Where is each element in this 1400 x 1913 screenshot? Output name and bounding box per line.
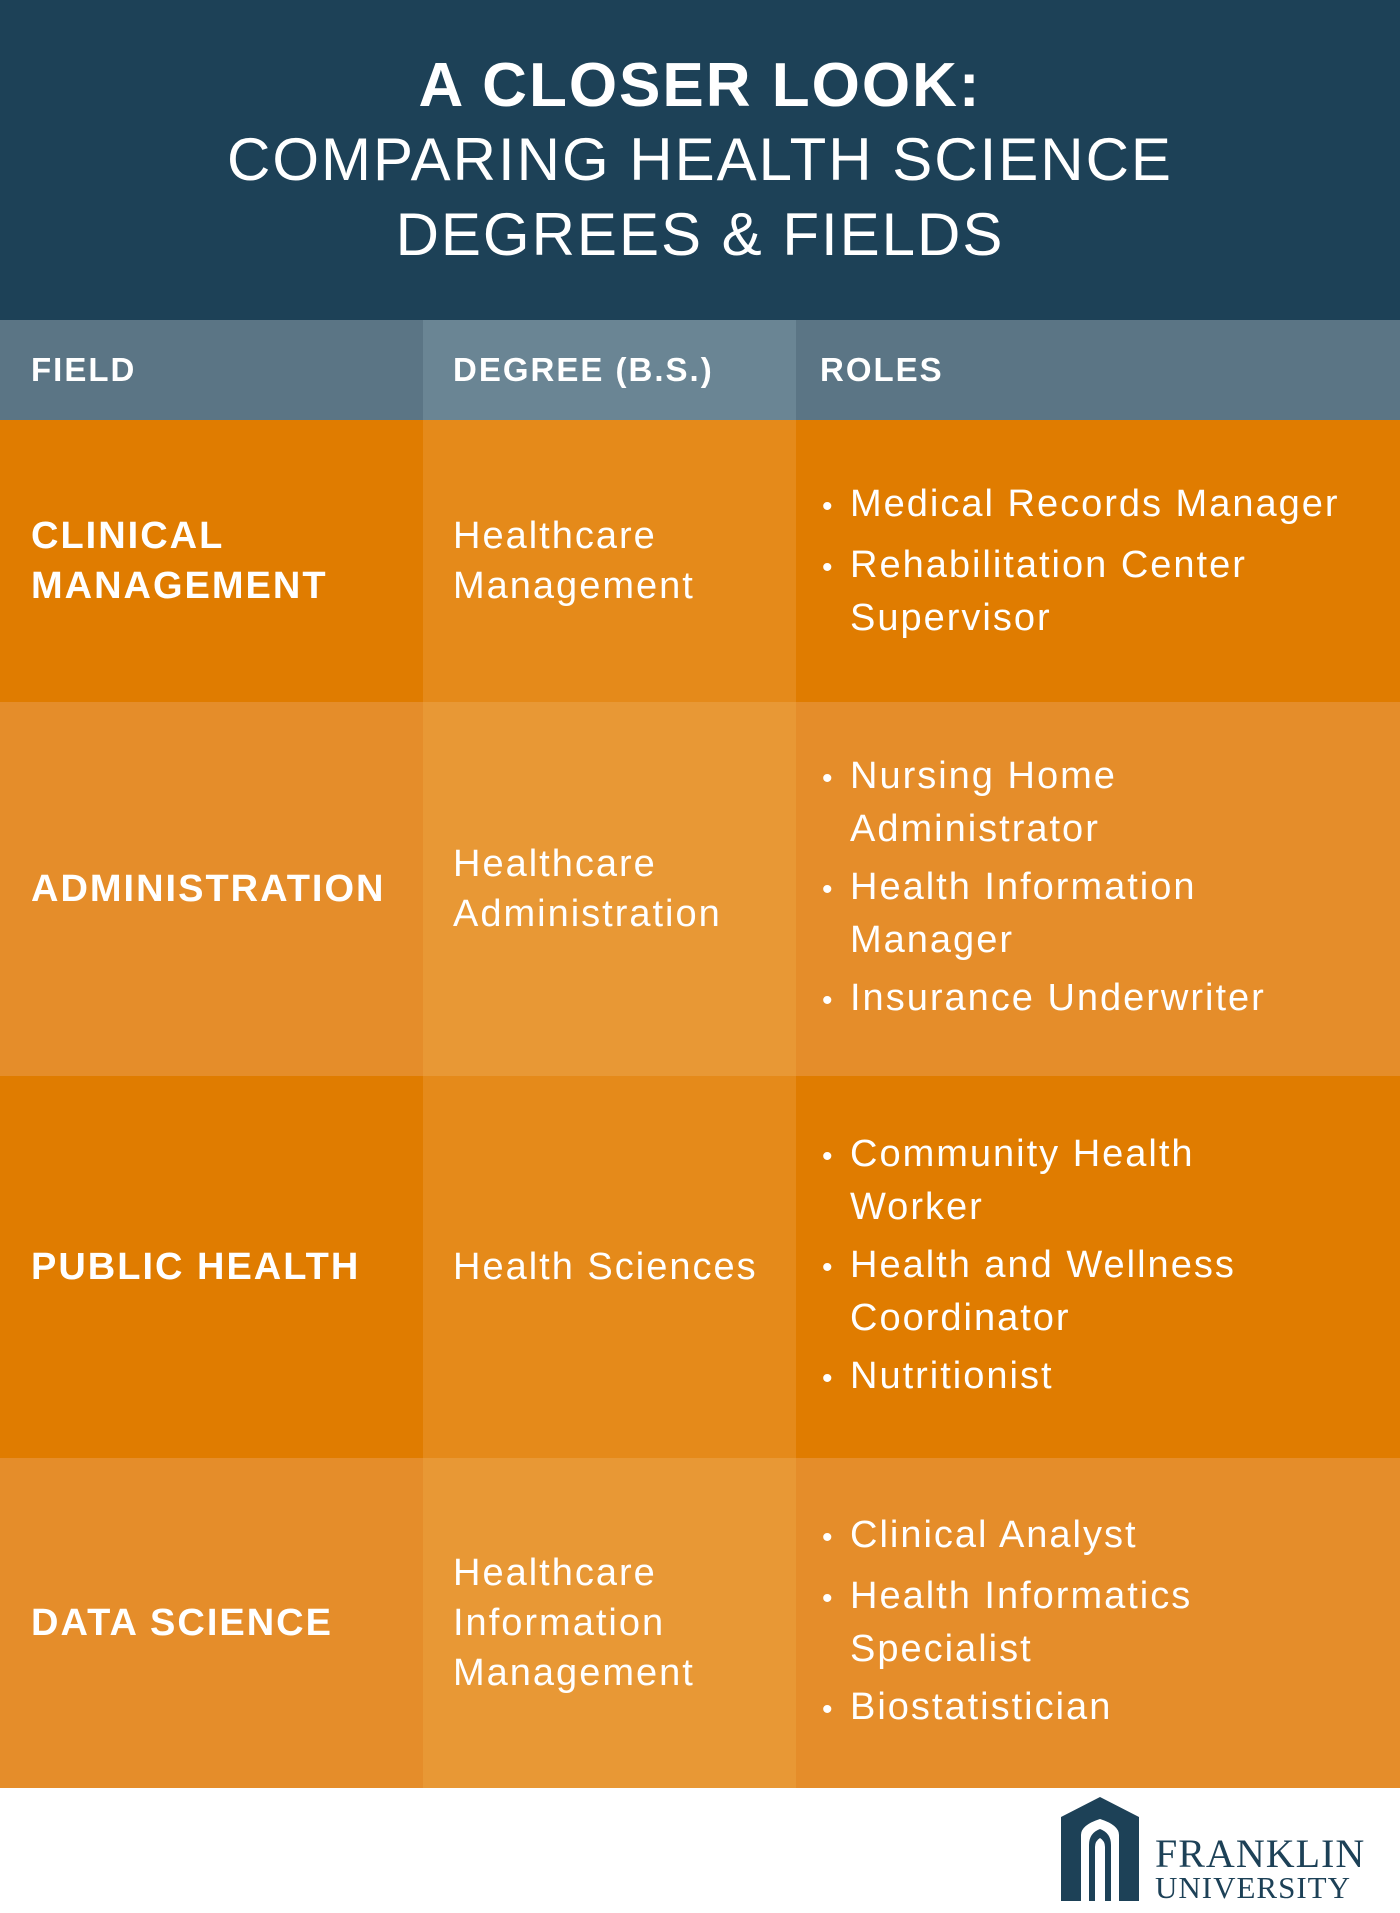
- column-header-field: FIELD: [0, 320, 423, 420]
- bullet-icon: •: [822, 1362, 835, 1395]
- role-label: Clinical Analyst: [850, 1514, 1138, 1556]
- list-item: [822, 973, 1266, 1026]
- list-item: [822, 862, 1266, 965]
- field-cell: [0, 420, 423, 702]
- list-item: [822, 479, 1340, 532]
- field-label: ADMINISTRATION: [31, 868, 386, 910]
- table-row: [0, 420, 1400, 702]
- roles-list: [822, 1503, 1192, 1743]
- role-label: Health Informatics Specialist: [850, 1575, 1193, 1670]
- bullet-icon: •: [822, 762, 835, 795]
- header-banner: [0, 0, 1400, 320]
- list-item: [822, 751, 1266, 854]
- role-label: Insurance Underwriter: [850, 977, 1266, 1019]
- bullet-icon: •: [822, 984, 835, 1017]
- field-cell: [0, 1076, 423, 1458]
- bullet-icon: •: [822, 1140, 835, 1173]
- degree-label: Health Sciences: [453, 1246, 758, 1288]
- roles-list: [822, 472, 1340, 651]
- logo-text-franklin: FRANKLIN: [1155, 1831, 1366, 1876]
- role-label: Rehabilitation Center Supervisor: [850, 543, 1247, 639]
- column-header-degree: DEGREE (B.S.): [423, 320, 796, 420]
- bullet-icon: •: [822, 550, 835, 584]
- field-cell: [0, 1458, 423, 1788]
- degree-label: Healthcare Administration: [453, 843, 722, 935]
- roles-cell: [796, 1458, 1400, 1788]
- logo-text-university: UNIVERSITY: [1155, 1870, 1351, 1905]
- arch-logo-icon: [1059, 1795, 1141, 1903]
- list-item: [822, 540, 1340, 643]
- role-label: Health and Wellness Coordinator: [850, 1244, 1236, 1339]
- list-item: [822, 1129, 1236, 1232]
- degree-cell: [423, 702, 796, 1076]
- list-item: [822, 1351, 1236, 1404]
- field-label: DATA SCIENCE: [31, 1602, 333, 1644]
- bullet-icon: •: [822, 489, 835, 523]
- role-label: Nutritionist: [850, 1355, 1054, 1397]
- page-subtitle-line2: DEGREES & FIELDS: [395, 201, 1005, 268]
- roles-cell: [796, 702, 1400, 1076]
- degree-cell: [423, 1076, 796, 1458]
- franklin-university-logo: [1055, 1795, 1400, 1905]
- table-row: [0, 702, 1400, 1076]
- roles-list: [822, 744, 1266, 1034]
- field-label: CLINICAL MANAGEMENT: [31, 515, 328, 607]
- roles-list: [822, 1122, 1236, 1412]
- bullet-icon: •: [822, 1693, 835, 1726]
- degree-label: Healthcare Management: [453, 515, 695, 607]
- bullet-icon: •: [822, 1251, 835, 1284]
- field-label: PUBLIC HEALTH: [31, 1246, 361, 1288]
- list-item: [822, 1240, 1236, 1343]
- field-cell: [0, 702, 423, 1076]
- bullet-icon: •: [822, 1521, 835, 1554]
- list-item: [822, 1510, 1192, 1563]
- list-item: [822, 1571, 1192, 1674]
- roles-cell: [796, 1076, 1400, 1458]
- table-row: [0, 1458, 1400, 1788]
- role-label: Nursing Home Administrator: [850, 755, 1117, 850]
- role-label: Medical Records Manager: [850, 482, 1340, 525]
- bullet-icon: •: [822, 1582, 835, 1615]
- degree-cell: [423, 420, 796, 702]
- list-item: [822, 1682, 1192, 1735]
- table-row: [0, 1076, 1400, 1458]
- role-label: Biostatistician: [850, 1686, 1113, 1728]
- degree-cell: [423, 1458, 796, 1788]
- role-label: Health Information Manager: [850, 866, 1197, 961]
- degree-label: Healthcare Information Management: [453, 1552, 695, 1694]
- role-label: Community Health Worker: [850, 1133, 1195, 1228]
- column-header-roles: ROLES: [796, 320, 1400, 420]
- page-title: A CLOSER LOOK:: [418, 51, 982, 120]
- page-subtitle-line1: COMPARING HEALTH SCIENCE: [227, 126, 1173, 193]
- roles-cell: [796, 420, 1400, 702]
- bullet-icon: •: [822, 873, 835, 906]
